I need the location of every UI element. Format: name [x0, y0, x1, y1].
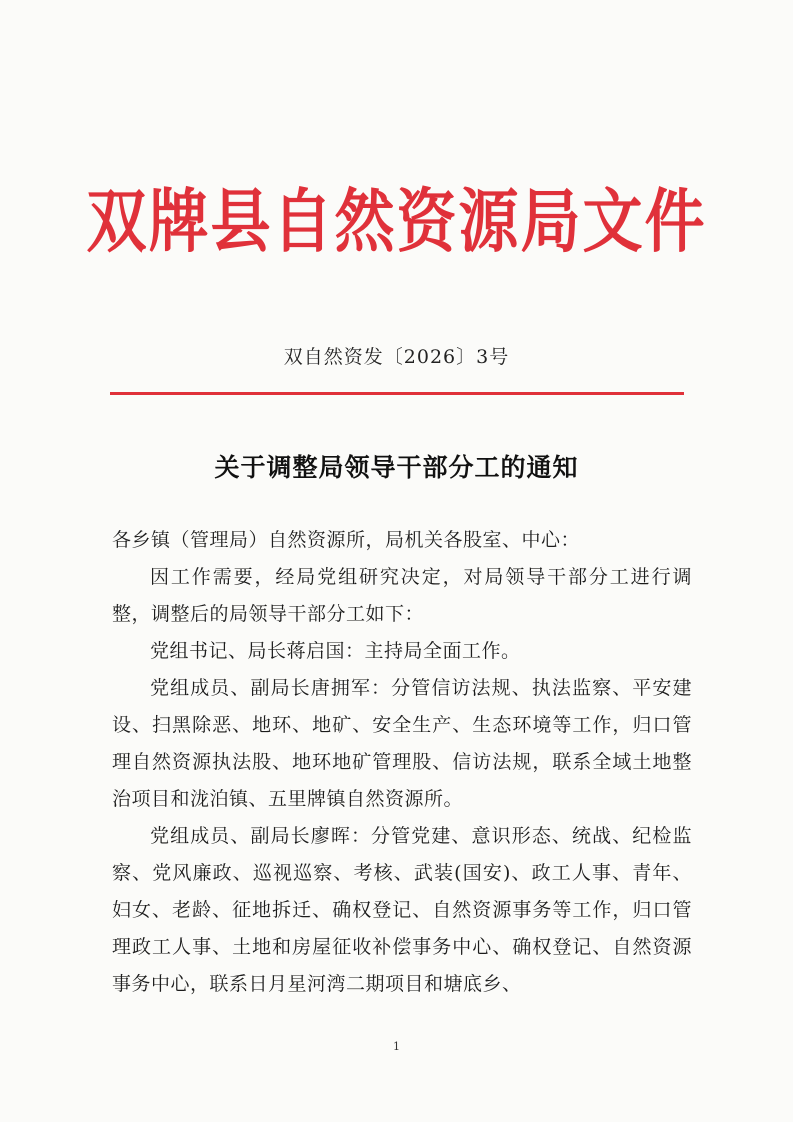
paragraph-deputy-tang: 党组成员、副局长唐拥军：分管信访法规、执法监察、平安建设、扫黑除恶、地环、地矿、安全生产、生态环境等工作，归口管理自然资源执法股、地环地矿管理股、信访法规，联系全域土地整治项目和泷泊镇、五里牌镇自然资源所。: [112, 677, 692, 810]
red-divider-line: [110, 392, 684, 395]
paragraph-intro: 因工作需要，经局党组研究决定，对局领导干部分工进行调整，调整后的局领导干部分工如下：: [112, 566, 692, 625]
notice-body: [112, 522, 692, 1003]
page-number: 1: [393, 1040, 400, 1053]
paragraph-secretary: 党组书记、局长蒋启国：主持局全面工作。: [150, 640, 521, 662]
document-number: 双自然资发〔2026〕3号: [283, 346, 510, 368]
masthead-title: 双牌县自然资源局文件: [86, 181, 707, 263]
salutation: 各乡镇（管理局）自然资源所，局机关各股室、中心：: [112, 529, 581, 551]
paragraph-deputy-liao: 党组成员、副局长廖晖：分管党建、意识形态、统战、纪检监察、党风廉政、巡视巡察、考核、武装(国安)、政工人事、青年、妇女、老龄、征地拆迁、确权登记、自然资源事务等工作，归口管理政工人事、土地和房屋征收补偿事务中心、确权登记、自然资源事务中心，联系日月星河湾二期项目和塘底乡、: [112, 825, 692, 995]
notice-title: 关于调整局领导干部分工的通知: [214, 453, 579, 482]
